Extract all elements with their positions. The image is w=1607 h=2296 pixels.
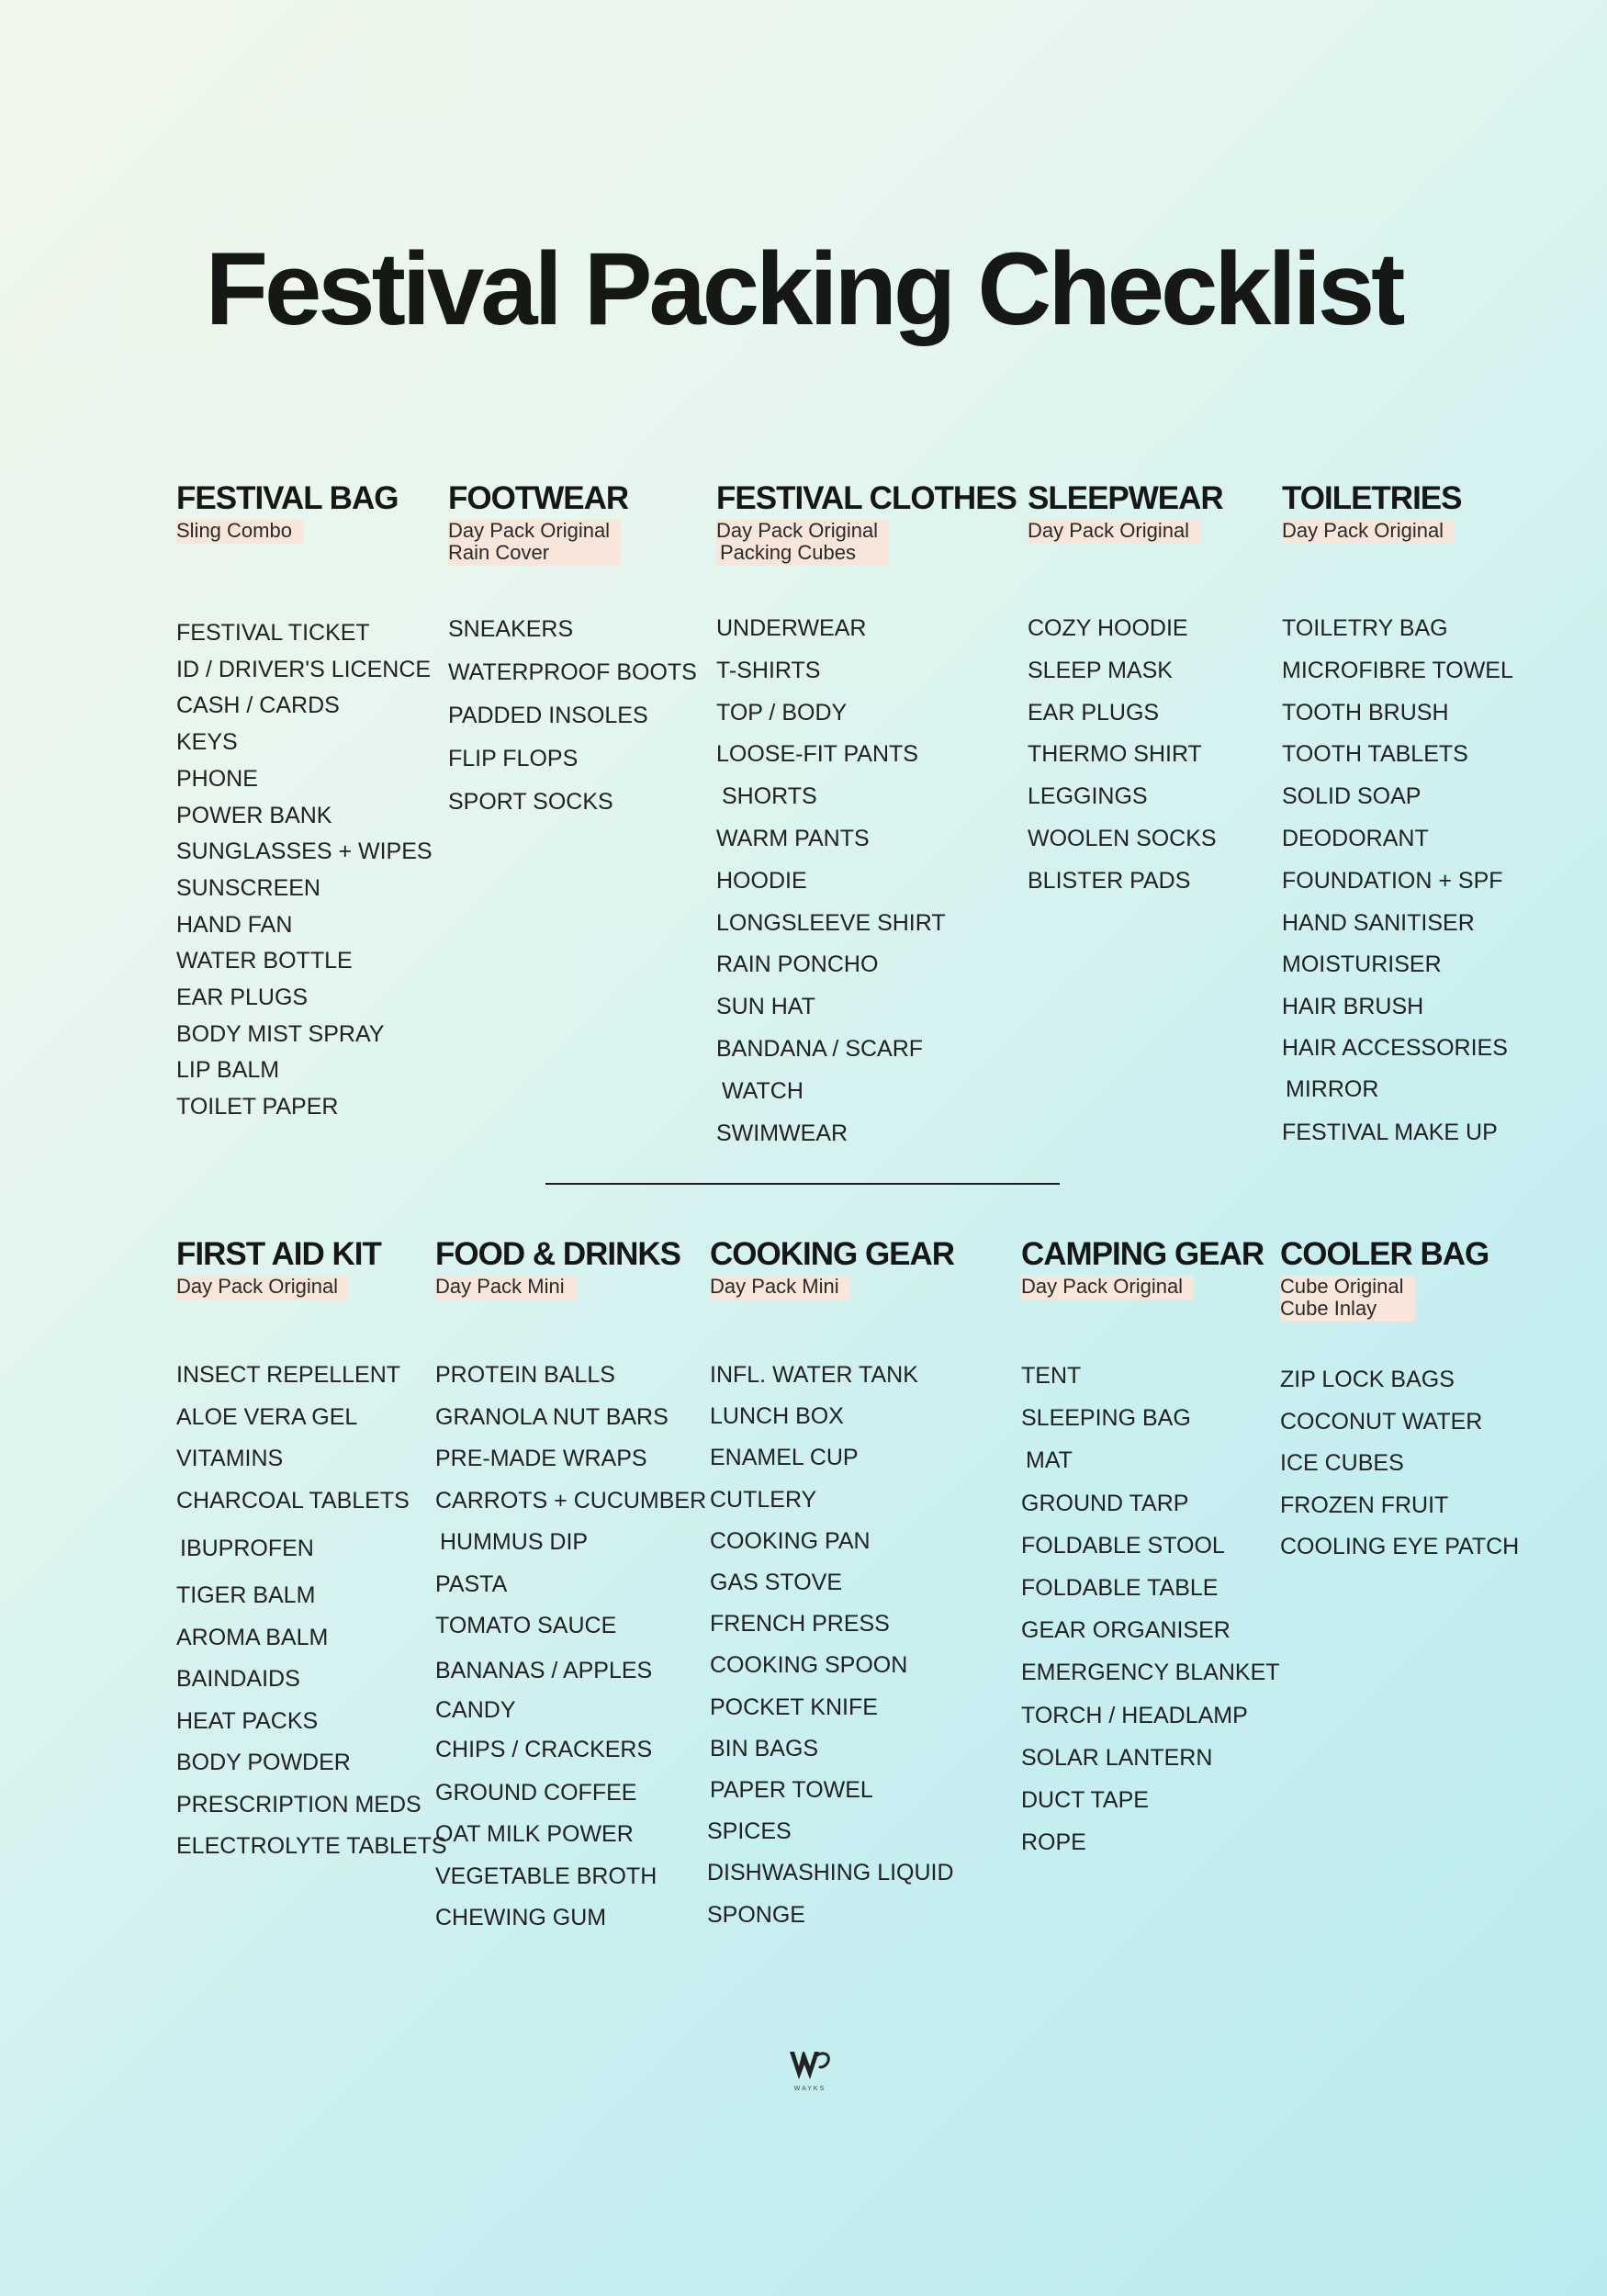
list-item: PROTEIN BALLS (435, 1362, 615, 1388)
list-item: CHEWING GUM (435, 1905, 607, 1930)
category-title: FESTIVAL CLOTHES (716, 480, 1017, 516)
list-item: T-SHIRTS (716, 657, 821, 683)
list-item: COOKING PAN (710, 1527, 871, 1554)
list-item: HAND SANITISER (1282, 909, 1475, 936)
list-item: INFL. WATER TANK (710, 1362, 918, 1388)
category-subtitle (1282, 520, 1455, 544)
category-subtitle (710, 1276, 850, 1300)
list-item: HAIR ACCESSORIES (1282, 1034, 1508, 1061)
page-title: Festival Packing Checklist (205, 231, 1402, 346)
list-item: HOODIE (716, 867, 807, 894)
list-item: BIN BAGS (710, 1735, 819, 1761)
list-item: GAS STOVE (710, 1570, 843, 1596)
item-list (1028, 608, 1217, 903)
subtitle-line: Day Pack Original (448, 519, 611, 542)
list-item: MICROFIBRE TOWEL (1282, 657, 1513, 683)
category-subtitle (1028, 520, 1200, 544)
list-item: SLEEP MASK (1028, 657, 1173, 683)
list-item: COOLING EYE PATCH (1280, 1534, 1520, 1559)
list-item: SUN HAT (716, 994, 815, 1020)
list-item: ZIP LOCK BAGS (1280, 1367, 1455, 1392)
list-item: BANANAS / APPLES (435, 1657, 653, 1683)
item-list (1280, 1359, 1519, 1569)
list-item: UNDERWEAR (716, 615, 867, 641)
list-item: EAR PLUGS (176, 985, 309, 1011)
item-list (176, 1355, 447, 1868)
list-item: SLEEPING BAG (1021, 1405, 1191, 1432)
category-subtitle (448, 520, 621, 566)
list-item: TORCH / HEADLAMP (1021, 1702, 1248, 1728)
category-toiletries (1282, 479, 1513, 1145)
list-item: BODY POWDER (176, 1750, 351, 1775)
list-item: MIRROR (1286, 1075, 1379, 1102)
item-list (716, 608, 946, 1154)
list-item: CASH / CARDS (176, 692, 340, 719)
list-item: LONGSLEEVE SHIRT (716, 909, 946, 936)
category-sleepwear (1028, 479, 1223, 894)
list-item: WATERPROOF BOOTS (448, 659, 697, 685)
category-title: CAMPING GEAR (1021, 1236, 1264, 1272)
category-footwear (448, 479, 697, 815)
category-title: SLEEPWEAR (1028, 480, 1223, 516)
category-title: COOLER BAG (1280, 1236, 1489, 1272)
item-list (448, 608, 697, 824)
list-item: ROPE (1021, 1829, 1086, 1856)
item-list (707, 1355, 954, 1936)
list-item: SUNSCREEN (176, 874, 320, 901)
list-item: DUCT TAPE (1021, 1787, 1149, 1814)
list-item: TOILET PAPER (176, 1094, 339, 1120)
list-item: COOKING SPOON (710, 1652, 908, 1679)
subtitle-line: Day Pack Original (1021, 1275, 1184, 1298)
list-item: LUNCH BOX (710, 1403, 844, 1430)
list-item: FROZEN FRUIT (1280, 1491, 1449, 1518)
list-item: PRESCRIPTION MEDS (176, 1791, 421, 1818)
item-list (176, 615, 433, 1126)
category-title: FIRST AID KIT (176, 1236, 381, 1272)
item-list (435, 1355, 706, 1940)
list-item: TOOTH BRUSH (1282, 699, 1449, 726)
list-item: TOP / BODY (716, 699, 848, 726)
list-item: ICE CUBES (1280, 1450, 1404, 1476)
list-item: BAINDAIDS (176, 1666, 300, 1692)
category-subtitle (176, 1276, 349, 1300)
subtitle-line: Cube Original (1280, 1275, 1404, 1298)
subtitle-line: Day Pack Original (1028, 519, 1190, 542)
category-subtitle (176, 520, 303, 544)
subtitle-line: Sling Combo (176, 519, 292, 542)
subtitle-line: Day Pack Original (176, 1275, 339, 1298)
category-cooler-bag (1280, 1235, 1520, 1559)
list-item: WATCH (722, 1077, 804, 1104)
category-title: FOOTWEAR (448, 480, 629, 516)
category-festival-clothes (716, 479, 1017, 1146)
list-item: SPORT SOCKS (448, 789, 613, 815)
list-item: SPONGE (707, 1901, 805, 1928)
list-item: SHORTS (722, 783, 817, 810)
list-item: FRENCH PRESS (710, 1611, 890, 1638)
item-list (1282, 608, 1513, 1154)
list-item: TOMATO SAUCE (435, 1613, 617, 1638)
list-item: INSECT REPELLENT (176, 1362, 401, 1388)
list-item: TOOTH TABLETS (1282, 741, 1468, 768)
category-title: FOOD & DRINKS (435, 1236, 680, 1272)
list-item: ID / DRIVER'S LICENCE (176, 656, 432, 682)
list-item: OAT MILK POWER (435, 1821, 634, 1847)
list-item: HEAT PACKS (176, 1707, 319, 1734)
list-item: PASTA (435, 1570, 508, 1597)
list-item: SWIMWEAR (716, 1120, 848, 1146)
list-item: FESTIVAL TICKET (176, 620, 370, 646)
subtitle-line: Cube Inlay (1280, 1297, 1377, 1320)
category-title: COOKING GEAR (710, 1236, 955, 1272)
list-item: WOOLEN SOCKS (1028, 825, 1217, 851)
list-item: FOLDABLE TABLE (1021, 1575, 1219, 1602)
category-camping-gear (1021, 1235, 1280, 1856)
list-item: LIP BALM (176, 1057, 280, 1084)
list-item: TENT (1021, 1363, 1082, 1389)
list-item: CHARCOAL TABLETS (176, 1487, 410, 1514)
list-item: WARM PANTS (716, 825, 870, 851)
list-item: CARROTS + CUCUMBER (435, 1487, 707, 1514)
list-item: POCKET KNIFE (710, 1694, 878, 1720)
subtitle-line: Day Pack Mini (710, 1275, 839, 1298)
category-subtitle (1280, 1276, 1415, 1322)
category-festival-bag (176, 479, 433, 1120)
section-divider (545, 1183, 1060, 1185)
list-item: HAND FAN (176, 911, 293, 938)
list-item: SUNGLASSES + WIPES (176, 838, 433, 865)
brand-logo (786, 2048, 834, 2092)
list-item: CANDY (435, 1696, 516, 1723)
subtitle-line: Packing Cubes (720, 541, 856, 564)
list-item: GRANOLA NUT BARS (435, 1403, 669, 1430)
list-item: FOLDABLE STOOL (1021, 1532, 1225, 1559)
list-item: ELECTROLYTE TABLETS (176, 1833, 447, 1859)
item-list (1021, 1355, 1280, 1863)
list-item: PRE-MADE WRAPS (435, 1446, 647, 1471)
list-item: SOLID SOAP (1282, 783, 1422, 810)
list-item: VITAMINS (176, 1446, 284, 1471)
list-item: TOILETRY BAG (1282, 615, 1448, 641)
list-item: GEAR ORGANISER (1021, 1617, 1231, 1644)
list-item: GROUND COFFEE (435, 1779, 637, 1806)
list-item: BANDANA / SCARF (716, 1035, 924, 1062)
list-item: EAR PLUGS (1028, 699, 1160, 726)
category-subtitle (1021, 1276, 1194, 1300)
list-item: COCONUT WATER (1280, 1408, 1483, 1435)
category-cooking-gear (707, 1235, 955, 1928)
subtitle-line: Day Pack Original (716, 519, 879, 542)
list-item: MAT (1026, 1447, 1073, 1474)
list-item: POWER BANK (176, 802, 332, 828)
subtitle-line: Day Pack Mini (435, 1275, 565, 1298)
list-item: RAIN PONCHO (716, 951, 879, 978)
list-item: ALOE VERA GEL (176, 1403, 358, 1430)
list-item: FLIP FLOPS (448, 746, 579, 771)
list-item: GROUND TARP (1021, 1490, 1189, 1516)
list-item: BLISTER PADS (1028, 867, 1191, 894)
brand-name: WAYKS (793, 2086, 826, 2092)
category-subtitle (716, 520, 889, 566)
list-item: LOOSE-FIT PANTS (716, 741, 918, 768)
list-item: SPICES (707, 1818, 792, 1845)
list-item: DISHWASHING LIQUID (707, 1860, 954, 1886)
category-food-drinks (435, 1235, 707, 1930)
subtitle-line: Rain Cover (448, 541, 550, 564)
list-item: DEODORANT (1282, 825, 1429, 851)
list-item: HUMMUS DIP (440, 1529, 589, 1555)
category-title: TOILETRIES (1282, 480, 1462, 516)
list-item: EMERGENCY BLANKET (1021, 1660, 1280, 1686)
logo-mark-icon (786, 2048, 834, 2085)
list-item: CUTLERY (710, 1486, 817, 1513)
list-item: FOUNDATION + SPF (1282, 867, 1503, 894)
list-item: AROMA BALM (176, 1624, 329, 1650)
list-item: CHIPS / CRACKERS (435, 1736, 653, 1762)
list-item: TIGER BALM (176, 1582, 316, 1608)
subtitle-line: Day Pack Original (1282, 519, 1444, 542)
category-title: FESTIVAL BAG (176, 480, 399, 516)
list-item: PAPER TOWEL (710, 1777, 873, 1804)
list-item: SNEAKERS (448, 616, 574, 642)
category-first-aid-kit (176, 1235, 447, 1859)
list-item: LEGGINGS (1028, 783, 1148, 810)
list-item: ENAMEL CUP (710, 1445, 859, 1471)
list-item: IBUPROFEN (180, 1536, 314, 1561)
list-item: PADDED INSOLES (448, 703, 648, 728)
list-item: FESTIVAL MAKE UP (1282, 1119, 1498, 1145)
list-item: BODY MIST SPRAY (176, 1020, 385, 1047)
list-item: THERMO SHIRT (1028, 741, 1202, 768)
list-item: KEYS (176, 729, 238, 756)
list-item: VEGETABLE BROTH (435, 1863, 657, 1889)
list-item: SOLAR LANTERN (1021, 1744, 1213, 1771)
list-item: COZY HOODIE (1028, 615, 1188, 641)
list-item: HAIR BRUSH (1282, 994, 1424, 1020)
list-item: PHONE (176, 765, 258, 792)
category-subtitle (435, 1276, 576, 1300)
list-item: MOISTURISER (1282, 951, 1442, 978)
list-item: WATER BOTTLE (176, 948, 353, 974)
